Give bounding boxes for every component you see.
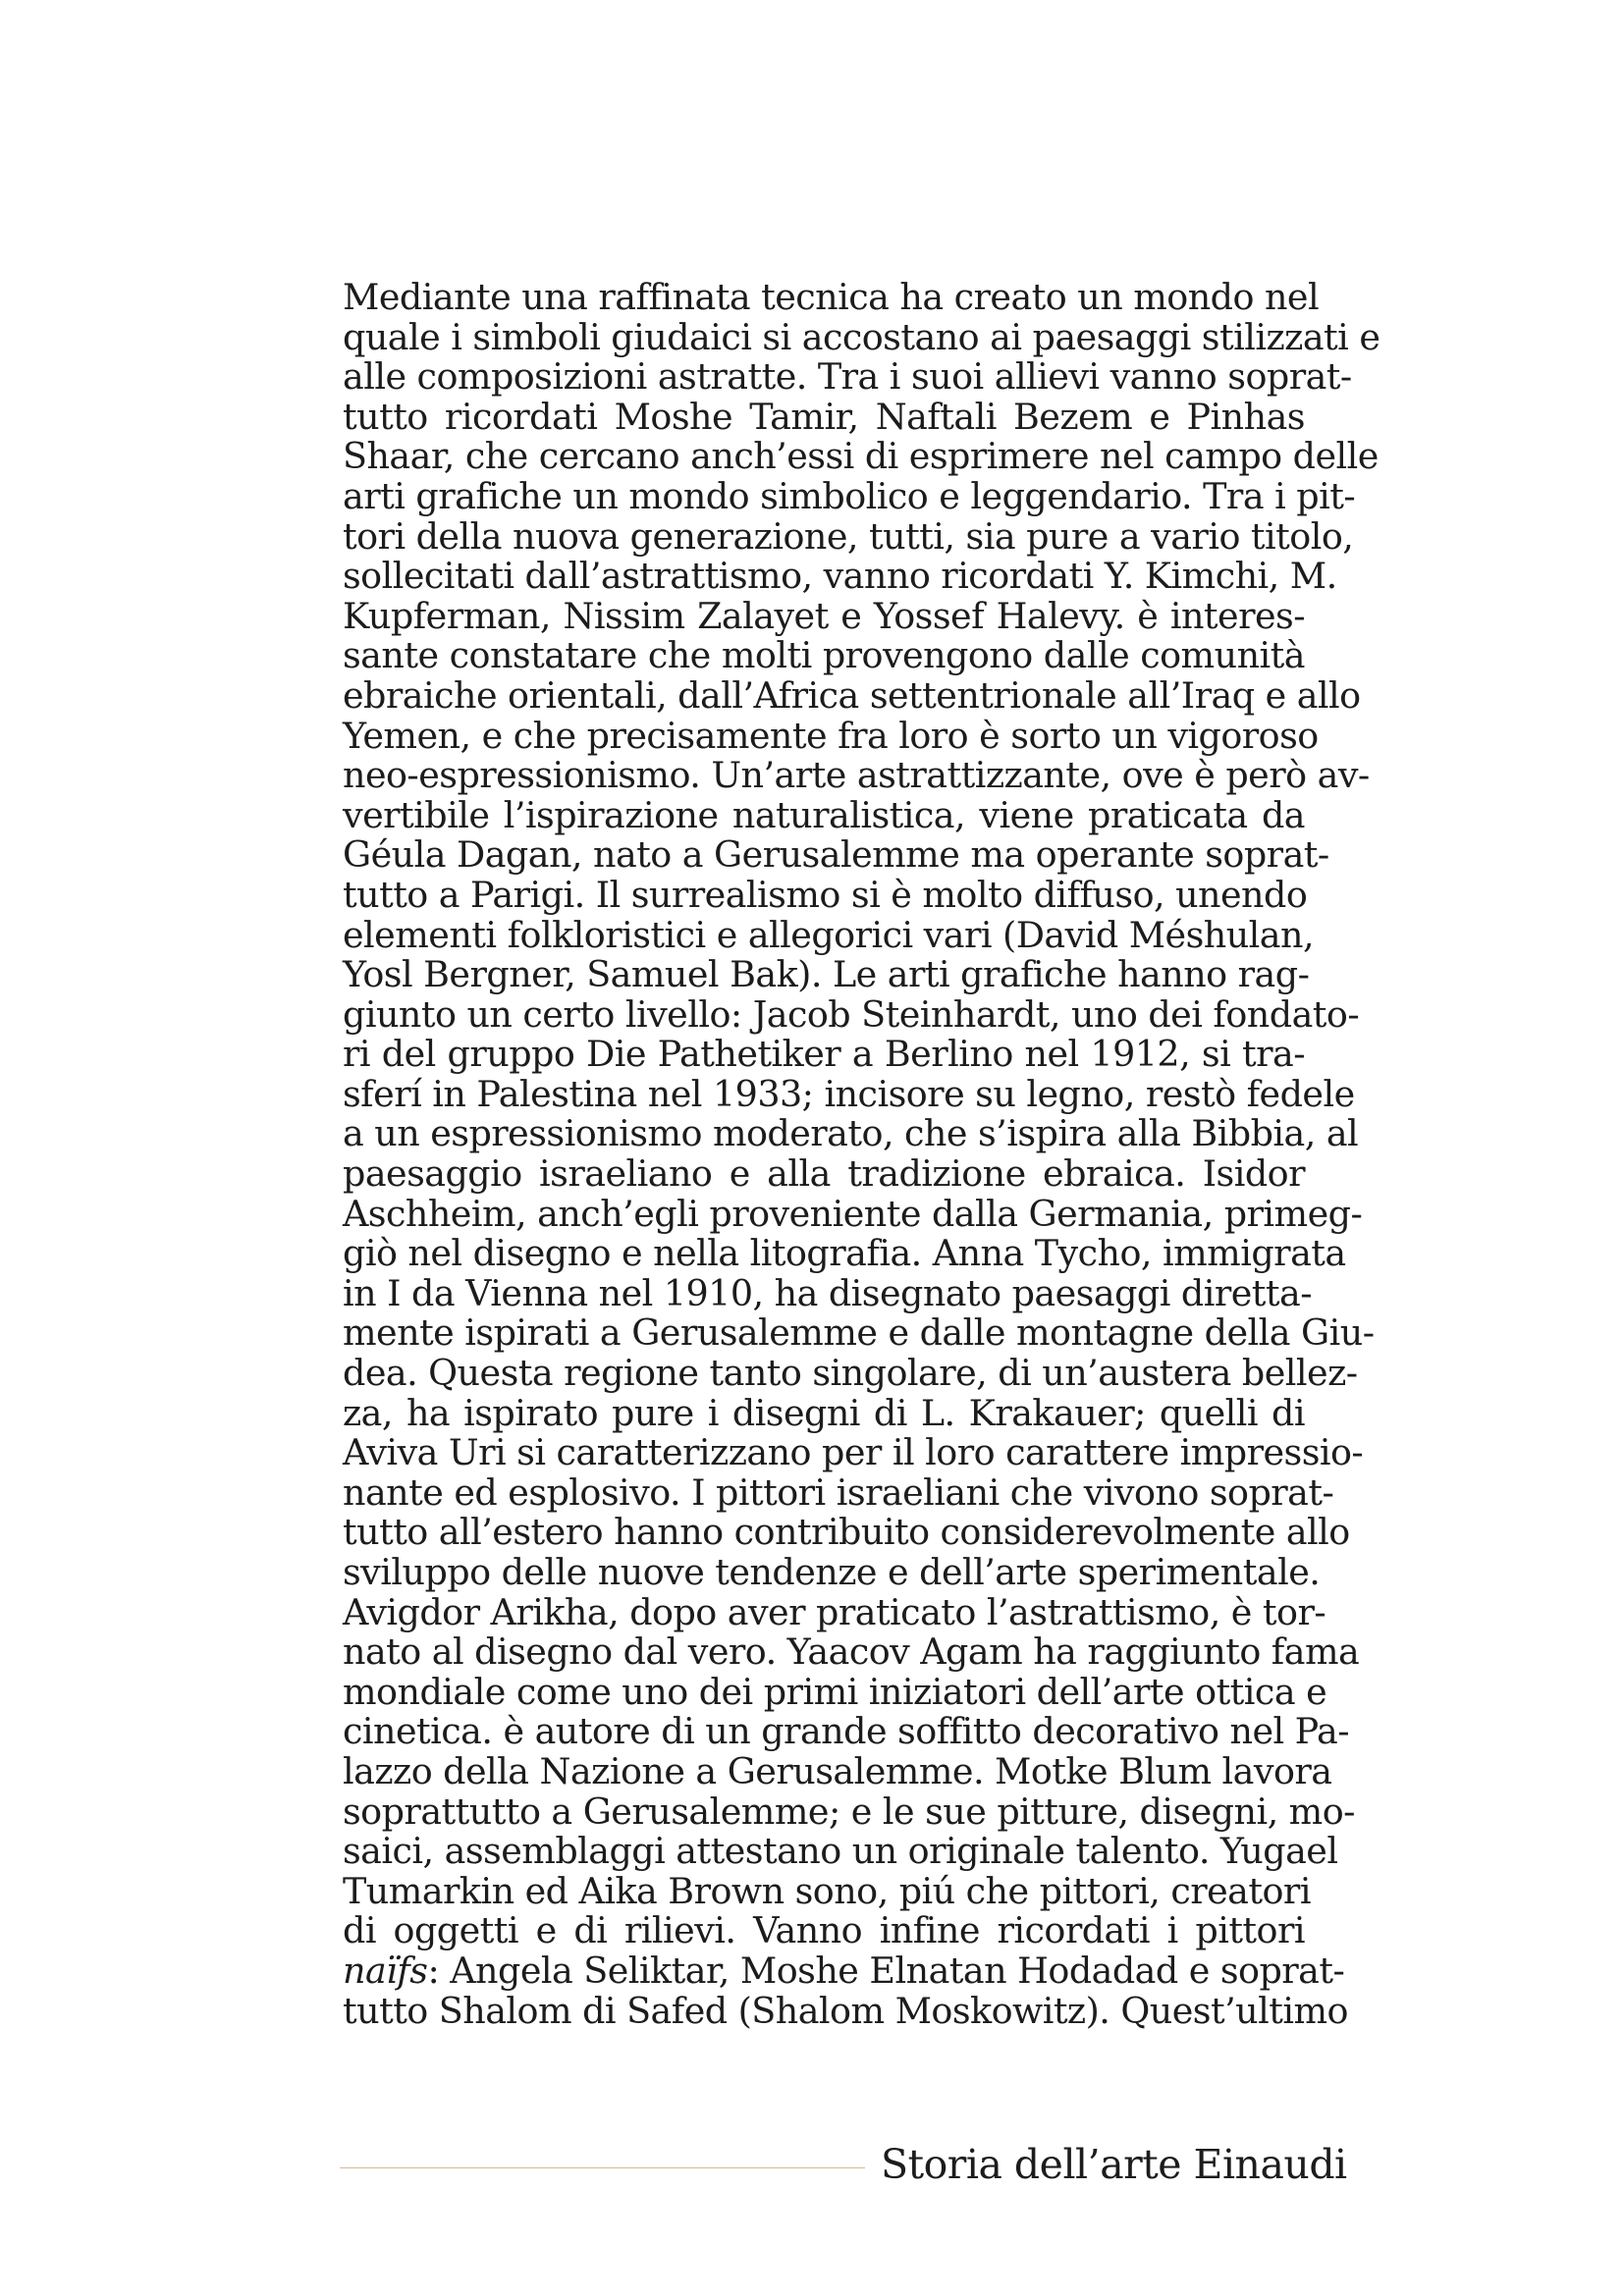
- naifs-italic: naïfs: [343, 1949, 428, 1992]
- text-line: Aviva Uri si caratterizzano per il loro carattere impressio-: [343, 1431, 1364, 1474]
- text-line: sollecitati dall’astrattismo, vanno ricordati Y. Kimchi, M.: [343, 555, 1337, 598]
- text-line: Kupferman, Nissim Zalayet e Yossef Halevy. è interes-: [343, 594, 1305, 637]
- text-line: in I da Vienna nel 1910, ha disegnato paesaggi diretta-: [343, 1271, 1312, 1314]
- footer-title: Storia dell’arte Einaudi: [881, 2141, 1347, 2188]
- text-line: giò nel disegno e nella litografia. Anna Tycho, immigrata: [343, 1232, 1346, 1275]
- text-line: Yemen, e che precisamente fra loro è sorto un vigoroso: [343, 714, 1319, 757]
- text-line: lazzo della Nazione a Gerusalemme. Motke Blum lavora: [343, 1749, 1332, 1792]
- text-line: sviluppo delle nuove tendenze e dell’arte sperimentale.: [343, 1551, 1321, 1593]
- text-line-final: tutto Shalom di Safed (Shalom Moskowitz). Quest’ultimo: [343, 1989, 1348, 2032]
- text-line: giunto un certo livello: Jacob Steinhardt, uno dei fondato-: [343, 992, 1360, 1036]
- body-text: [343, 276, 1380, 2032]
- text-line: Avigdor Arikha, dopo aver praticato l’astrattismo, è tor-: [343, 1590, 1326, 1633]
- text-line: sferí in Palestina nel 1933; incisore su legno, restò fedele: [343, 1072, 1355, 1115]
- text-line: ri del gruppo Die Pathetiker a Berlino nel 1912, si tra-: [343, 1033, 1305, 1076]
- text-line: soprattutto a Gerusalemme; e le sue pitture, disegni, mo-: [343, 1789, 1355, 1833]
- text-line: saici, assemblaggi attestano un originale talento. Yugael: [343, 1830, 1338, 1873]
- footer-rule: [340, 2167, 865, 2168]
- text-line: paesaggio israeliano e alla tradizione ebraica. Isidor: [343, 1152, 1305, 1196]
- text-line: cinetica. è autore di un grande soffitto decorativo nel Pa-: [343, 1710, 1350, 1753]
- text-line: Géula Dagan, nato a Gerusalemme ma operante soprat-: [343, 833, 1329, 877]
- text-line: Shaar, che cercano anch’essi di esprimere nel campo delle: [343, 435, 1379, 478]
- text-line: vertibile l’ispirazione naturalistica, viene praticata da: [343, 793, 1305, 836]
- text-line: Yosl Bergner, Samuel Bak). Le arti grafiche hanno rag-: [343, 953, 1310, 996]
- text-line: neo-espressionismo. Un’arte astrattizzante, ove è però av-: [343, 754, 1370, 797]
- text-line: nato al disegno dal vero. Yaacov Agam ha raggiunto fama: [343, 1630, 1360, 1674]
- text-line: sante constatare che molti provengono dalle comunità: [343, 634, 1305, 677]
- text-line: alle composizioni astratte. Tra i suoi allievi vanno soprat-: [343, 355, 1352, 399]
- text-line: tori della nuova generazione, tutti, sia pure a vario titolo,: [343, 514, 1354, 558]
- naifs-line-rest: : Angela Seliktar, Moshe Elnatan Hodadad e soprat-: [427, 1949, 1345, 1992]
- text-line: za, ha ispirato pure i disegni di L. Krakauer; quelli di: [343, 1391, 1305, 1434]
- text-line: mente ispirati a Gerusalemme e dalle montagne della Giu-: [343, 1311, 1375, 1355]
- text-line: nante ed esplosivo. I pittori israeliani che vivono soprat-: [343, 1470, 1334, 1514]
- text-line: mondiale come uno dei primi iniziatori dell’arte ottica e: [343, 1670, 1327, 1713]
- text-line: di oggetti e di rilievi. Vanno infine ricordati i pittori: [343, 1909, 1305, 1952]
- text-line: tutto all’estero hanno contribuito considerevolmente allo: [343, 1511, 1350, 1554]
- text-line: dea. Questa regione tanto singolare, di un’austera bellez-: [343, 1352, 1358, 1395]
- text-line: a un espressionismo moderato, che s’ispira alla Bibbia, al: [343, 1112, 1359, 1155]
- text-line: ebraiche orientali, dall’Africa settentrionale all’Iraq e allo: [343, 673, 1361, 717]
- text-line: quale i simboli giudaici si accostano ai paesaggi stilizzati e: [343, 315, 1380, 358]
- text-line: tutto ricordati Moshe Tamir, Naftali Bezem e Pinhas: [343, 395, 1305, 438]
- text-line: elementi folkloristici e allegorici vari (David Méshulan,: [343, 913, 1315, 956]
- text-line: Mediante una raffinata tecnica ha creato un mondo nel: [343, 276, 1320, 318]
- text-line: arti grafiche un mondo simbolico e leggendario. Tra i pit-: [343, 474, 1356, 517]
- text-line: Aschheim, anch’egli proveniente dalla Germania, primeg-: [343, 1192, 1363, 1235]
- text-line: Tumarkin ed Aika Brown sono, piú che pittori, creatori: [343, 1869, 1311, 1912]
- text-line-naifs: [343, 1949, 1345, 1992]
- text-line: tutto a Parigi. Il surrealismo si è molto diffuso, unendo: [343, 873, 1308, 916]
